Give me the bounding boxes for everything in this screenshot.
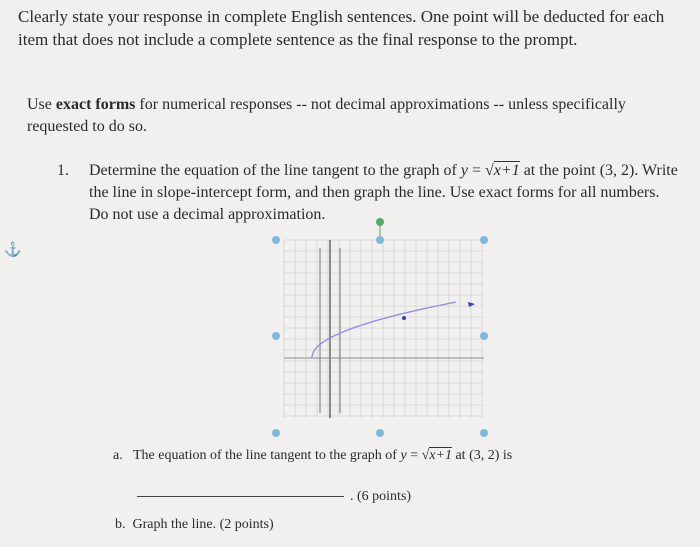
resize-handle[interactable]	[480, 429, 488, 437]
resize-handle[interactable]	[376, 429, 384, 437]
part-a-eq-equals: =	[406, 448, 422, 463]
resize-handles[interactable]	[272, 236, 488, 437]
part-a-points: . (6 points)	[350, 489, 412, 504]
part-a-letter: a.	[113, 448, 123, 463]
part-b	[115, 514, 274, 536]
resize-handle[interactable]	[272, 332, 280, 340]
part-a	[113, 445, 512, 467]
part-b-letter: b.	[115, 517, 126, 532]
q1-eq-y: y	[460, 162, 468, 179]
exact-note-suffix: for numerical responses -- not decimal approximations -- unless specifically requested to do so.	[27, 96, 626, 135]
resize-handle[interactable]	[272, 236, 280, 244]
resize-handle[interactable]	[480, 236, 488, 244]
exact-forms-note	[27, 94, 667, 138]
resize-handle[interactable]	[376, 236, 384, 244]
sqrt-symbol: √	[421, 448, 430, 463]
question-1-text	[89, 160, 679, 226]
q1-eq-equals: =	[467, 162, 486, 179]
sqrt-curve	[312, 302, 456, 358]
exact-note-prefix: Use	[27, 96, 56, 113]
part-a-eq-y: y	[400, 448, 407, 463]
part-a-text-after: at (3, 2) is	[451, 448, 513, 463]
graph-grid	[284, 240, 484, 418]
answer-blank[interactable]	[137, 496, 344, 497]
sqrt-symbol: √	[485, 162, 494, 179]
part-b-text: Graph the line. (2 points)	[132, 517, 274, 532]
graph-image[interactable]	[256, 218, 506, 443]
part-a-eq-radicand: x+1	[429, 448, 452, 463]
q1-text-after: at the point (3, 2). Write the line in slope-intercept form, and then graph the line. Use exact forms for all numbers. Do not use a decimal approximation.	[89, 162, 678, 223]
part-a-text-before: The equation of the line tangent to the graph of	[133, 448, 401, 463]
anchor-icon[interactable]: ⚓	[4, 243, 22, 258]
instructions-paragraph: Clearly state your response in complete English sentences. One point will be deducted for each item that does not include a complete sentence as the final response to the prompt.	[18, 7, 665, 49]
q1-text-before: Determine the equation of the line tangent to the graph of	[89, 162, 461, 179]
rotate-handle[interactable]	[376, 218, 384, 226]
point-3-2	[402, 316, 406, 320]
resize-handle[interactable]	[480, 332, 488, 340]
exact-note-bold: exact forms	[55, 96, 136, 113]
resize-handle[interactable]	[272, 429, 280, 437]
question-number: 1.	[57, 162, 69, 179]
q1-eq-radicand: x+1	[493, 162, 520, 179]
